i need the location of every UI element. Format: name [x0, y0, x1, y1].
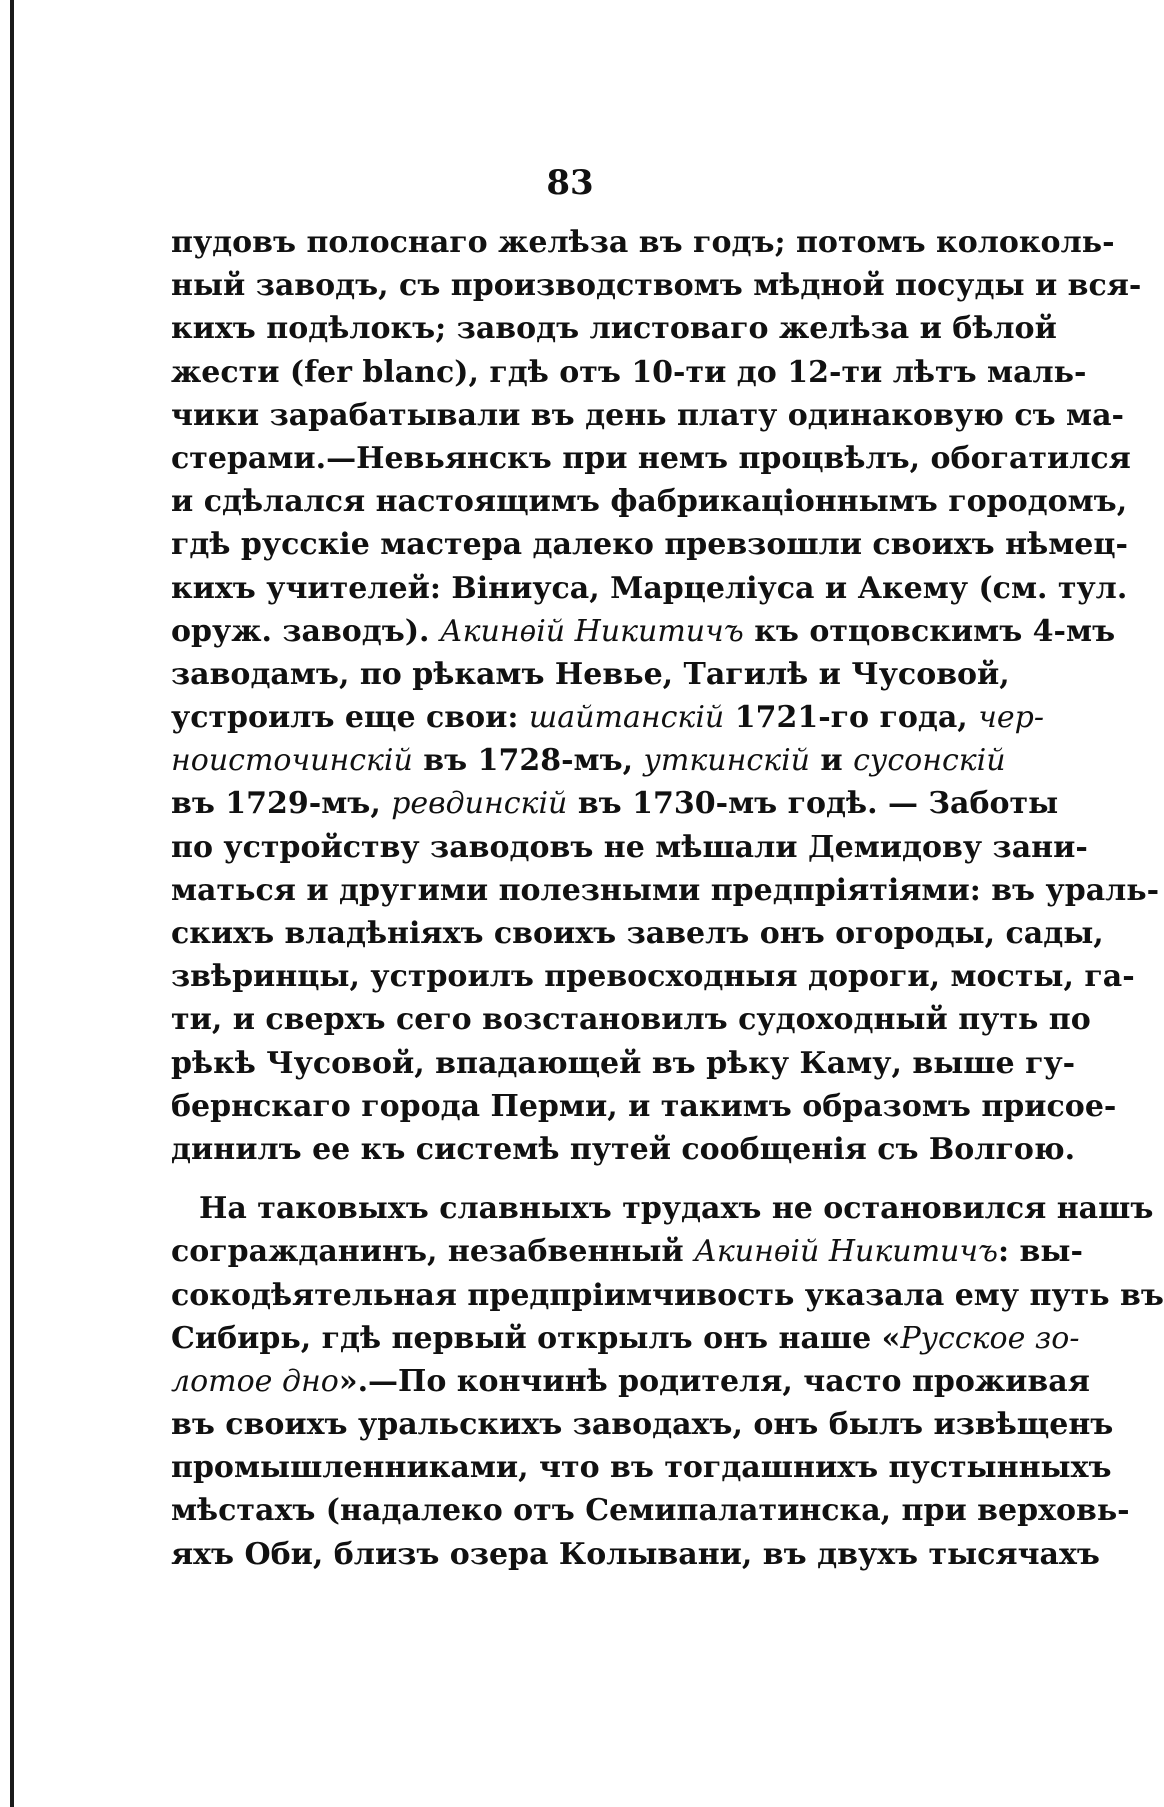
- text-line: сокодѣятельная предпріимчивость указала ему путь въ: [171, 1277, 1164, 1313]
- text-line: въ своихъ уральскихъ заводахъ, онъ былъ извѣщенъ: [171, 1407, 1114, 1443]
- text-line: динилъ ее къ системѣ путей сообщенія съ Волгою.: [171, 1131, 1076, 1167]
- text-line: ный заводъ, съ производствомъ мѣдной посуды и вся-: [171, 268, 1142, 304]
- text-line: пудовъ полоснаго желѣза въ годъ; потомъ колоколь-: [171, 225, 1115, 260]
- text-line: бернскаго города Перми, и такимъ образомъ присое-: [171, 1088, 1117, 1124]
- text-line: оруж. заводъ). Акинѳій Никитичъ къ отцовскимъ 4-мъ: [171, 613, 1116, 649]
- text-line: по устройству заводовъ не мѣшали Демидову зани-: [171, 829, 1088, 865]
- text-line: промышленниками, что въ тогдашнихъ пустынныхъ: [171, 1450, 1112, 1486]
- page-number: 83: [546, 163, 594, 203]
- text-line: жести (fer blanc), гдѣ отъ 10-ти до 12-ти лѣтъ маль-: [171, 354, 1087, 390]
- text-line: въ 1729-мъ, ревдинскій въ 1730-мъ годѣ. — Заботы: [171, 786, 1059, 822]
- text-line: чики зарабатывали въ день плату одинаковую съ ма-: [171, 397, 1124, 433]
- text-line: кихъ учителей: Віниуса, Марцеліуса и Акему (см. тул.: [171, 570, 1128, 606]
- text-line: стерами.—Невьянскъ при немъ процвѣлъ, обогатился: [171, 440, 1131, 476]
- body-text: [171, 221, 1164, 1576]
- text-line: заводамъ, по рѣкамъ Невье, Тагилѣ и Чусовой,: [171, 656, 1010, 692]
- text-line: маться и другими полезными предпріятіями: въ ураль-: [171, 872, 1160, 908]
- text-line: яхъ Оби, близъ озера Колывани, въ двухъ тысячахъ: [171, 1536, 1100, 1572]
- text-line: и сдѣлался настоящимъ фабрикаціоннымъ городомъ,: [171, 484, 1128, 520]
- text-line: ноисточинскій въ 1728-мъ, уткинскій и сусонскій: [171, 743, 1006, 779]
- text-line: звѣринцы, устроилъ превосходныя дороги, мосты, га-: [171, 959, 1135, 995]
- text-line: мѣстахъ (надалеко отъ Семипалатинска, при верховь-: [171, 1493, 1130, 1529]
- text-line: Сибирь, гдѣ первый открылъ онъ наше «Русское зо-: [171, 1320, 1080, 1356]
- text-line: согражданинъ, незабвенный Акинѳій Никитичъ: вы-: [171, 1234, 1083, 1270]
- text-line: рѣкѣ Чусовой, впадающей въ рѣку Каму, выше гу-: [171, 1045, 1076, 1081]
- text-line: ти, и сверхъ сего возстановилъ судоходный путь по: [171, 1002, 1091, 1038]
- text-line: лотое дно».—По кончинѣ родителя, часто проживая: [171, 1363, 1090, 1399]
- text-line: скихъ владѣніяхъ своихъ завелъ онъ огороды, сады,: [171, 916, 1104, 951]
- text-line: гдѣ русскіе мастера далеко превзошли своихъ нѣмец-: [171, 527, 1128, 563]
- text-line: На таковыхъ славныхъ трудахъ не остановился нашъ: [199, 1191, 1154, 1227]
- text-line: устроилъ еще свои: шайтанскій 1721-го года, чер-: [171, 700, 1044, 736]
- page-edge-line: [10, 0, 14, 1807]
- text-line: кихъ подѣлокъ; заводъ листоваго желѣза и бѣлой: [171, 311, 1057, 347]
- paragraph-gap: [171, 1171, 955, 1187]
